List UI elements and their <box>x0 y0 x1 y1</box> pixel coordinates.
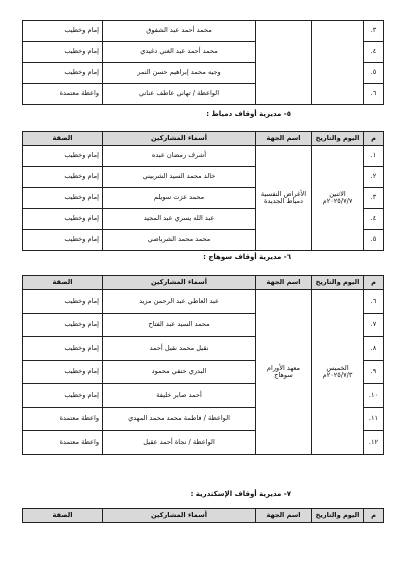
row-number: ٤. <box>364 42 384 63</box>
participant-role: إمام وخطيب <box>23 230 103 251</box>
table-row <box>23 290 384 314</box>
row-number: ٧. <box>364 313 384 337</box>
header-entity: اسم الجهة <box>256 276 312 290</box>
table-row <box>23 21 384 42</box>
row-number: ٩. <box>364 360 384 384</box>
header-num: م <box>364 509 384 523</box>
header-names: أسماء المشاركين <box>103 276 256 290</box>
entity-name <box>256 21 312 105</box>
participant-role: إمام وخطيب <box>23 360 103 384</box>
session-date <box>312 21 364 105</box>
row-number: ٤. <box>364 209 384 230</box>
header-role: الصفة <box>23 276 103 290</box>
section-title-damietta: ٥- مديرية أوقاف دمياط : <box>206 110 291 118</box>
row-number: ٥. <box>364 63 384 84</box>
participant-name: أحمد صابر خليفة <box>103 384 256 408</box>
header-date: اليوم والتاريخ <box>312 276 364 290</box>
participant-role: واعظة معتمدة <box>23 431 103 455</box>
header-date: اليوم والتاريخ <box>312 509 364 523</box>
participant-name: البدري حنفي محمود <box>103 360 256 384</box>
table-header-row <box>23 276 384 290</box>
table-alexandria <box>22 508 384 523</box>
table-continuation <box>22 20 384 105</box>
participant-role: إمام وخطيب <box>23 290 103 314</box>
table-damietta <box>22 131 384 251</box>
table-sohag <box>22 275 384 455</box>
participant-name: خالد محمد السيد الشربيني <box>103 167 256 188</box>
participant-role: إمام وخطيب <box>23 188 103 209</box>
participant-name: الواعظة / فاطمة محمد محمد المهدي <box>103 407 256 431</box>
row-number: ٣. <box>364 188 384 209</box>
table-row <box>23 146 384 167</box>
participant-role: إمام وخطيب <box>23 167 103 188</box>
header-names: أسماء المشاركين <box>103 509 256 523</box>
section-title-sohag: ٦- مديرية أوقاف سوهاج : <box>203 253 291 261</box>
table-header-row <box>23 132 384 146</box>
session-date: الاثنين ٢٠٢٥/٧/٧م <box>312 146 364 251</box>
header-role: الصفة <box>23 132 103 146</box>
participant-name: عبد العاطي عبد الرحمن مزيد <box>103 290 256 314</box>
participant-role: إمام وخطيب <box>23 313 103 337</box>
header-num: م <box>364 132 384 146</box>
session-date: الخميس ٢٠٢٥/٧/٣م <box>312 290 364 455</box>
participant-role: واعظة معتمدة <box>23 407 103 431</box>
row-number: ٢. <box>364 167 384 188</box>
participant-role: إمام وخطيب <box>23 63 103 84</box>
participant-name: نقيل محمد نقيل أحمد <box>103 337 256 361</box>
participant-role: إمام وخطيب <box>23 384 103 408</box>
participant-role: إمام وخطيب <box>23 21 103 42</box>
participant-name: محمد أحمد عبد الغني دغيدي <box>103 42 256 63</box>
participant-name: الواعظة / نجاة أحمد عقيل <box>103 431 256 455</box>
participant-name: وجيه محمد إبراهيم حسن النمر <box>103 63 256 84</box>
table-header-row <box>23 509 384 523</box>
participant-name: الواعظة / تهاني عاطف عناني <box>103 84 256 105</box>
row-number: ٥. <box>364 230 384 251</box>
row-number: ١٢. <box>364 431 384 455</box>
header-entity: اسم الجهة <box>256 509 312 523</box>
header-entity: اسم الجهة <box>256 132 312 146</box>
participant-role: إمام وخطيب <box>23 146 103 167</box>
participant-role: إمام وخطيب <box>23 42 103 63</box>
participant-name: عبد الله يسري عبد المجيد <box>103 209 256 230</box>
participant-name: محمد محمد الشرباصي <box>103 230 256 251</box>
row-number: ٦. <box>364 84 384 105</box>
participant-role: إمام وخطيب <box>23 209 103 230</box>
row-number: ٣. <box>364 21 384 42</box>
participant-name: أشرف رمضان عبده <box>103 146 256 167</box>
header-role: الصفة <box>23 509 103 523</box>
row-number: ١. <box>364 146 384 167</box>
header-date: اليوم والتاريخ <box>312 132 364 146</box>
participant-name: محمد عزت سويلم <box>103 188 256 209</box>
section-title-alexandria: ٧- مديرية أوقاف الإسكندرية : <box>190 490 291 498</box>
participant-role: إمام وخطيب <box>23 337 103 361</box>
header-names: أسماء المشاركين <box>103 132 256 146</box>
row-number: ٨. <box>364 337 384 361</box>
entity-name: معهد الأورام سوهاج <box>256 290 312 455</box>
participant-name: محمد أحمد عبد الشفوق <box>103 21 256 42</box>
participant-role: واعظة معتمدة <box>23 84 103 105</box>
row-number: ١٠. <box>364 384 384 408</box>
row-number: ٦. <box>364 290 384 314</box>
participant-name: محمد السيد عبد الفتاح <box>103 313 256 337</box>
entity-name: الأغراض النفسية دمياط الجديدة <box>256 146 312 251</box>
row-number: ١١. <box>364 407 384 431</box>
header-num: م <box>364 276 384 290</box>
